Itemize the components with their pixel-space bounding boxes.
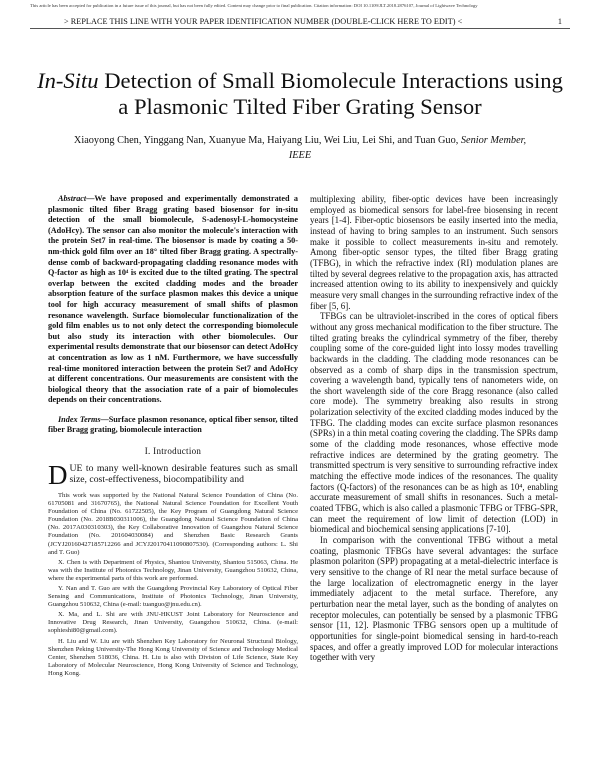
index-terms-lead: Index Terms bbox=[58, 414, 101, 424]
author-list bbox=[66, 133, 534, 163]
intro-text: UE to many well-known desirable features such as small size, cost-effectiveness, biocompatibility and bbox=[69, 462, 298, 486]
running-head-text: > REPLACE THIS LINE WITH YOUR PAPER IDENTIFICATION NUMBER (DOUBLE-CLICK HERE TO EDIT) < bbox=[64, 17, 463, 26]
footnote-affiliation: Y. Nan and T. Guo are with the Guangdong Provincial Key Laboratory of Optical Fiber Sensing and Communications, Institute of Photonics Technology, Jinan University, Guangzhou 510632, China (e-mail: tuanguo@jnu.edu.cn). bbox=[48, 584, 298, 609]
paper-title bbox=[30, 68, 570, 120]
abstract bbox=[48, 194, 298, 406]
header-rule bbox=[30, 28, 570, 29]
left-column bbox=[48, 194, 298, 678]
body-paragraph: multiplexing ability, fiber-optic devices have been increasingly employed as biomedical sensors for label-free biosensing in recent years [1-4]. Fiber-optic biosensors be easily inserted into the media, instead of having to bring samples to an instrument. Such sensors make it possible to collect measurements in-situ and remotely. Among fiber-optic sensor types, the tilted fiber Bragg grating (TFBG), in which the refractive index (RI) modulation planes are tilted by several degrees relative to the propagation axis, has attracted increased attention owing to its ability to inexpensively and quickly measure very small changes in the surrounding refractive index of the fiber [5, 6]. bbox=[310, 194, 558, 311]
footnote-affiliation: X. Ma, and L. Shi are with JNU-HKUST Joint Laboratory for Neuroscience and Innovative Drug Research, Jinan University, Guangzhou 510632, China. (e-mail: sophieshi80@gmail.com). bbox=[48, 611, 298, 635]
section-heading-introduction: I. Introduction bbox=[144, 446, 202, 457]
abstract-lead: Abstract bbox=[58, 194, 87, 203]
abstract-text: —We have proposed and experimentally demonstrated a plasmonic tilted fiber Bragg grating based biosensor for in-situ detection of the small biomolecule, S-adenosyl-L-homocysteine (AdoHcy). The sensor can also monitor the molecule's interaction with the protein Set7 in real-time. The biosensor is made by coating a 50-nm-thick gold film over an 18° tilted fiber Bragg grating. A spectrally-dense comb of backward-propagating cladding resonance modes with Q-factor as high as 10⁴ is excited due to the tilted grating. The spectral overlap between the excited cladding modes and the broader absorption feature of the surface plasmon makes this device a unique tool for high accuracy measurement of small shifts of plasmon resonance wavelength. Surface biomolecular functionalization of the gold film enables us to not only detect the corresponding biomolecule but also study its interaction with other biomolecules. Our experimental results demonstrate that our biosensor can detect AdoHcy at concentration as low as 1 nM. Furthermore, we have successfully real-time monitored interaction between the protein Set7 and AdoHcy at different concentrations. Our measurements are consistent with the biological theory that the association rate of a pair of biomolecules depends on their concentrations. bbox=[48, 194, 298, 405]
drop-cap: D bbox=[48, 459, 68, 490]
intro-paragraph bbox=[48, 459, 298, 490]
footnote-affiliation: X. Chen is with Department of Physics, Shantou University, Shantou 515063, China. He was with the Institute of Photonics Technology, Jinan University, Guangzhou 510632, China, where the experimental parts of this work are performed. bbox=[48, 558, 298, 582]
author-grade: Senior Member, IEEE bbox=[288, 135, 527, 161]
author-names: Xiaoyong Chen, Yinggang Nan, Xuanyue Ma, Haiyang Liu, Wei Liu, Lei Shi, and Tuan Guo, bbox=[73, 135, 461, 146]
body-paragraph: TFBGs can be ultraviolet-inscribed in the cores of optical fibers without any gross mechanical modification to the fiber structure. The tilted grating breaks the cylindrical symmetry of the fiber, thereby coupling some of the core-guided light into lossy modes travelling backwards in the cladding. The cladding mode resonances can be observed as a comb of sharp dips in the transmission spectrum, covering a wavelength band, typically tens of nanometers wide, on the short wavelength side of the core Bragg resonance (also called core mode). The symmetry breaking also results in strong polarization selectivity of the excited cladding modes induced by the TFBG. The cladding modes can excite surface plasmon resonances (SPRs) in a thin metal coating covering the cladding. The SPRs damp some of the cladding mode resonances, whose effective mode refractive indices are determined by the grating geometry. The transmitted spectrum is very sensitive to surrounding refractive index matching the effective mode indices of the resonances. The quality factors (Q-factors) of the resonances can be as high as 10⁴, enabling accurate measurement of small shifts in resonances. Such a metal-coated TFBG, which is also called a plasmonic TFBG or TFBG-SPR, can meet the requirement of low limit of detection (LOD) in biomedical and biochemical sensing applications [7-10]. bbox=[310, 311, 558, 535]
index-terms-text: —Surface plasmon resonance, optical fiber sensor, tilted fiber Bragg grating, biomolecule interaction bbox=[48, 414, 298, 435]
index-terms bbox=[48, 415, 298, 436]
footnote-funding: This work was supported by the National Natural Science Foundation of China (No. 61705081 and 31670765), the National Natural Science Foundation for Excellent Youth Foundation of China (No. 61722505), the Key Program of Guangdong Natural Science Foundation (No. 2018B030311006), the Guangdong Natural Science Foundation of China (No. 2017A030310303), the Key Collaborative Innovation of Guangzhou Natural Science Foundation (No. 201604030084) and Shenzhen Basic Research Grants (JCYJ20160427185712266 and JCYJ20170411090807530). (Corresponding authors: L. Shi and T. Guo) bbox=[48, 491, 298, 556]
title-italic: In-Situ bbox=[37, 68, 99, 93]
right-column bbox=[310, 194, 558, 663]
footnote-affiliation: H. Liu and W. Liu are with Shenzhen Key Laboratory for Neuronal Structural Biology, Shenzhen Peking University-The Hong Kong University of Science and Technology Medical Center, Shenzhen 518036, China. H. Liu is also with Division of Life Science, State Key Laboratory of Molecular Neuroscience, Hong Kong University of Science and Technology, Hong Kong. bbox=[48, 637, 298, 677]
body-paragraph: In comparison with the conventional TFBG without a metal coating, plasmonic TFBGs have several advantages: the surface plasmon polariton (SPP) propagating at a metal-dielectric interface is very sensitive to the change of RI near the metal surface because of the large localization of electromagnetic energy in the layer immediately adjacent to the metal surface. Therefore, any perturbation near the metal layer, such as the bonding of analytes on receptor molecules, can potentially be sensed by a plasmonic TFBG sensor [11, 12]. Plasmonic TFBG sensors open up a multitude of opportunities for single-point biomedical sensing in hard-to-reach spaces, and offer a greatly improved LOD for molecular interactions together with very bbox=[310, 535, 558, 663]
accepted-notice: This article has been accepted for publication in a future issue of this journal, but has not been fully edited. Content may change prior to final publication. Citation information: DOI 10.1109/JLT.2018.2876107, Journal of Lightwave Technology bbox=[30, 3, 478, 8]
title-rest: Detection of Small Biomolecule Interactions using a Plasmonic Tilted Fiber Grating Sensor bbox=[98, 68, 563, 119]
page-number: 1 bbox=[557, 17, 562, 26]
